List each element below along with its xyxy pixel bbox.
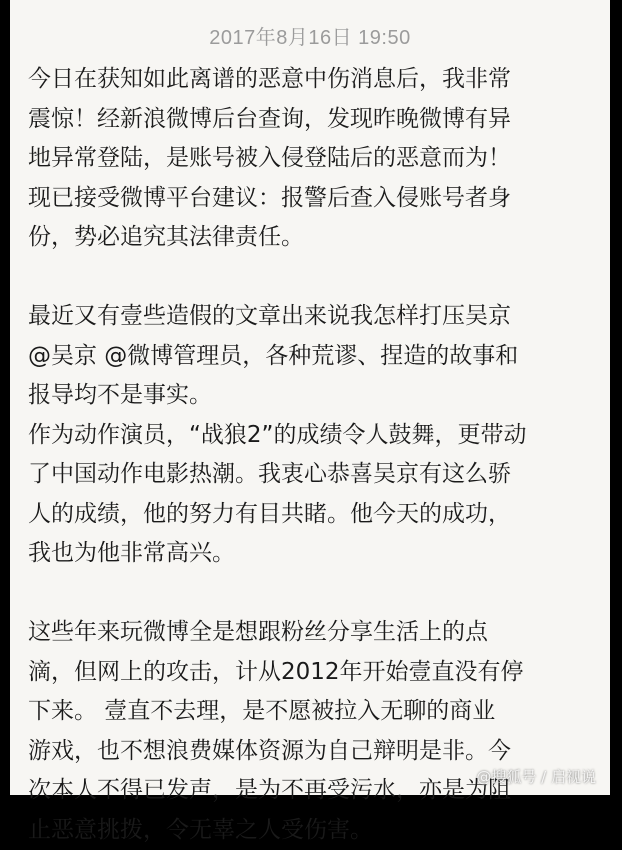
note-line: @吴京 @微博管理员，各种荒谬、捏造的故事和	[28, 337, 602, 377]
note-line: 地异常登陆，是账号被入侵登陆后的恶意而为！	[28, 139, 602, 179]
note-timestamp: 2017年8月16日 19:50	[10, 24, 610, 52]
paragraph-gap	[28, 258, 602, 298]
note-line: 我也为他非常高兴。	[28, 534, 602, 574]
note-line: 今日在获知如此离谱的恶意中伤消息后，我非常	[28, 60, 602, 100]
note-line: 报导均不是事实。	[28, 376, 602, 416]
note-line: 作为动作演员，“战狼2”的成绩令人鼓舞，更带动	[28, 416, 602, 456]
note-page	[10, 0, 610, 795]
note-line: 份，势必追究其法律责任。	[28, 218, 602, 258]
note-line: 现已接受微博平台建议：报警后查入侵账号者身	[28, 179, 602, 219]
note-line: 次本人不得已发声，是为不再受污水，亦是为阻	[28, 771, 602, 811]
note-line: 最近又有壹些造假的文章出来说我怎样打压吴京	[28, 297, 602, 337]
paragraph-gap	[28, 574, 602, 614]
note-line: 震惊！经新浪微博后台查询，发现昨晚微博有异	[28, 100, 602, 140]
note-line: 滴，但网上的攻击，计从2012年开始壹直没有停	[28, 653, 602, 693]
note-line: 游戏，也不想浪费媒体资源为自己辩明是非。今	[28, 732, 602, 772]
note-line: 这些年来玩微博全是想跟粉丝分享生活上的点	[28, 613, 602, 653]
note-line: 下来。 壹直不去理，是不愿被拉入无聊的商业	[28, 692, 602, 732]
watermark: @搜狐号 / 启视说	[476, 766, 596, 787]
note-line: 止恶意挑拨，令无辜之人受伤害。	[28, 811, 602, 850]
note-body	[28, 60, 602, 850]
note-line: 人的成绩，他的努力有目共睹。他今天的成功，	[28, 495, 602, 535]
note-line: 了中国动作电影热潮。我衷心恭喜吴京有这么骄	[28, 455, 602, 495]
